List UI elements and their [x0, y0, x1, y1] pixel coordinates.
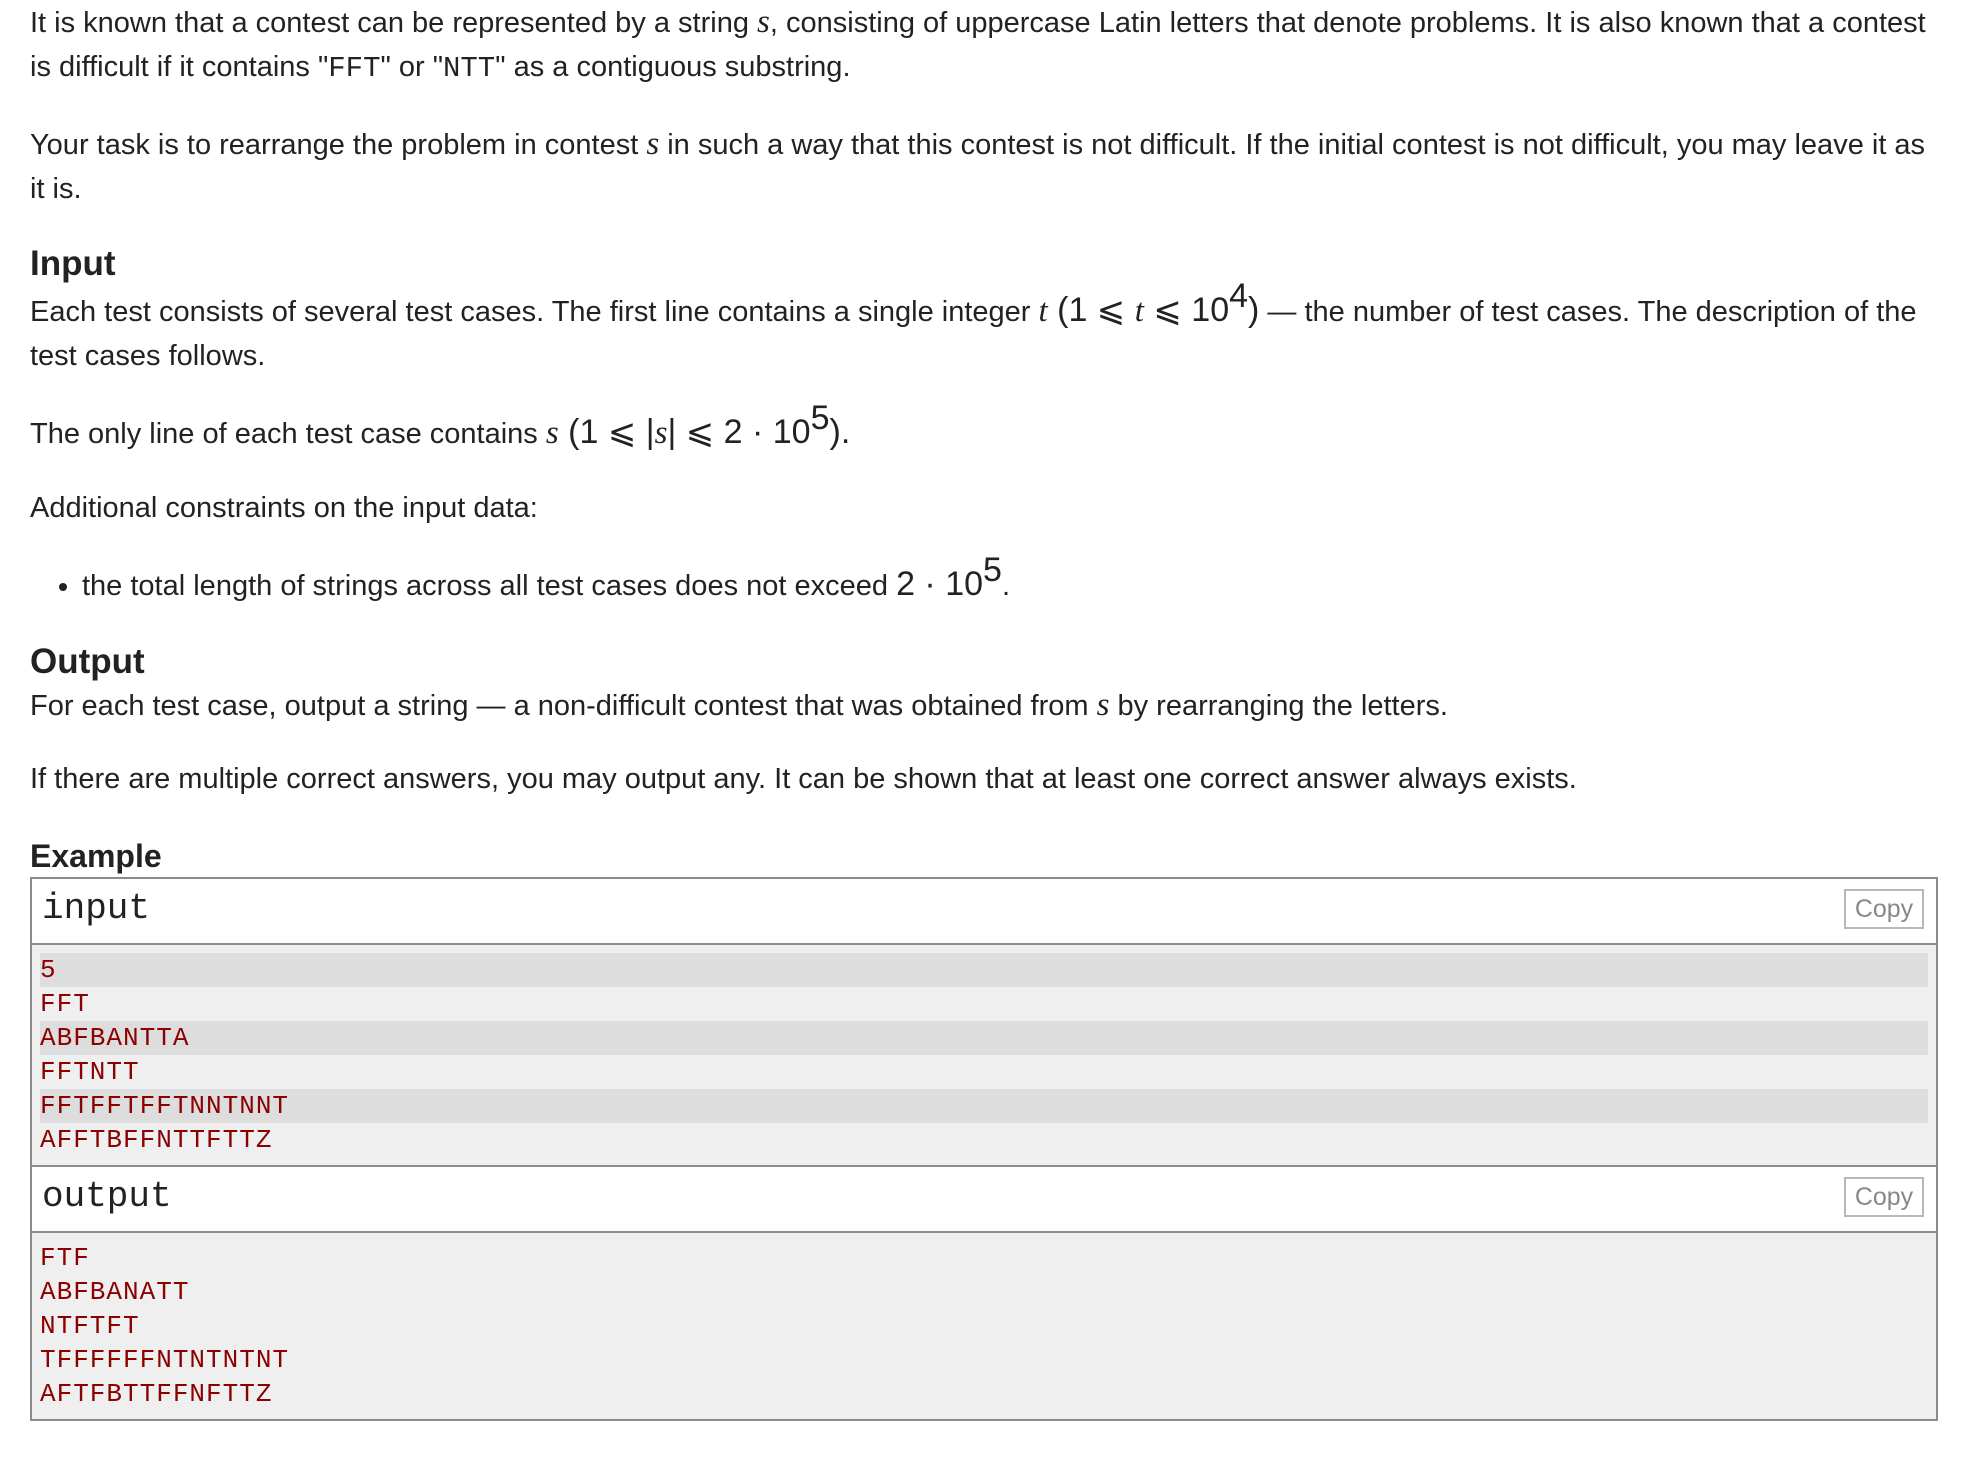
input-line: 5 [40, 953, 1928, 987]
output-line: AFTFBTTFFNFTTZ [40, 1379, 273, 1409]
input-paragraph-1: Each test consists of several test cases. The first line contains a single integer t (1 ⩽ t ⩽ $10^4$) — the number of test cases. The description of the test cases follows. [30, 277, 1917, 372]
output-line: ABFBANATT [40, 1277, 190, 1307]
sample-input-body [32, 945, 1936, 1167]
sample-output-header [32, 1167, 1936, 1233]
example-heading: Example [30, 838, 162, 874]
code-ntt: NTT [443, 52, 496, 85]
input-heading: Input [30, 244, 116, 283]
input-line: FFT [40, 989, 90, 1019]
output-paragraph-2: If there are multiple correct answers, you may output any. It can be shown that at least one correct answer always exists. [30, 763, 1577, 795]
constraints-list [30, 551, 1940, 608]
output-heading: Output [30, 642, 145, 681]
legend-paragraph-1: It is known that a contest can be represented by a string s, consisting of uppercase Latin letters that denote problems. It is also known that a contest is difficult if it contains "FFT" or "NTT" as a contiguous substring. [30, 4, 1926, 85]
sample-input-title: input [42, 888, 151, 929]
input-line: AFFTBFFNTTFTTZ [40, 1125, 273, 1155]
input-line: ABFBANTTA [40, 1021, 1928, 1055]
math-var-s: s [757, 4, 770, 40]
sample-output-body [32, 1233, 1936, 1419]
legend-paragraph-2: Your task is to rearrange the problem in contest s in such a way that this contest is not difficult. If the initial contest is not difficult, you may leave it as it is. [30, 126, 1926, 205]
input-paragraph-2: The only line of each test case contains s (1 ⩽ |s| ⩽ $2 \cdot 10^5$). [30, 399, 851, 451]
sample-test [30, 877, 1938, 1421]
input-line: FFTFFTFFTNNTNNT [40, 1089, 1928, 1123]
code-fft: FFT [328, 52, 381, 85]
copy-output-button[interactable]: Copy [1844, 1177, 1924, 1217]
copy-input-button[interactable]: Copy [1844, 889, 1924, 929]
output-line: FTF [40, 1243, 90, 1273]
math-var-s: s [646, 126, 660, 162]
input-paragraph-3: Additional constraints on the input data: [30, 492, 538, 524]
output-line: NTFTFT [40, 1311, 140, 1341]
output-line: TFFFFFFNTNTNTNT [40, 1345, 290, 1375]
sample-input-header [32, 879, 1936, 945]
list-item: • the total length of strings across all test cases does not exceed $2 \cdot 10^5$. [82, 562, 1940, 608]
input-line: FFTNTT [40, 1057, 140, 1087]
sample-output-title: output [42, 1176, 172, 1217]
output-paragraph-1: For each test case, output a string — a non-difficult contest that was obtained from s by rearranging the letters. [30, 687, 1448, 723]
